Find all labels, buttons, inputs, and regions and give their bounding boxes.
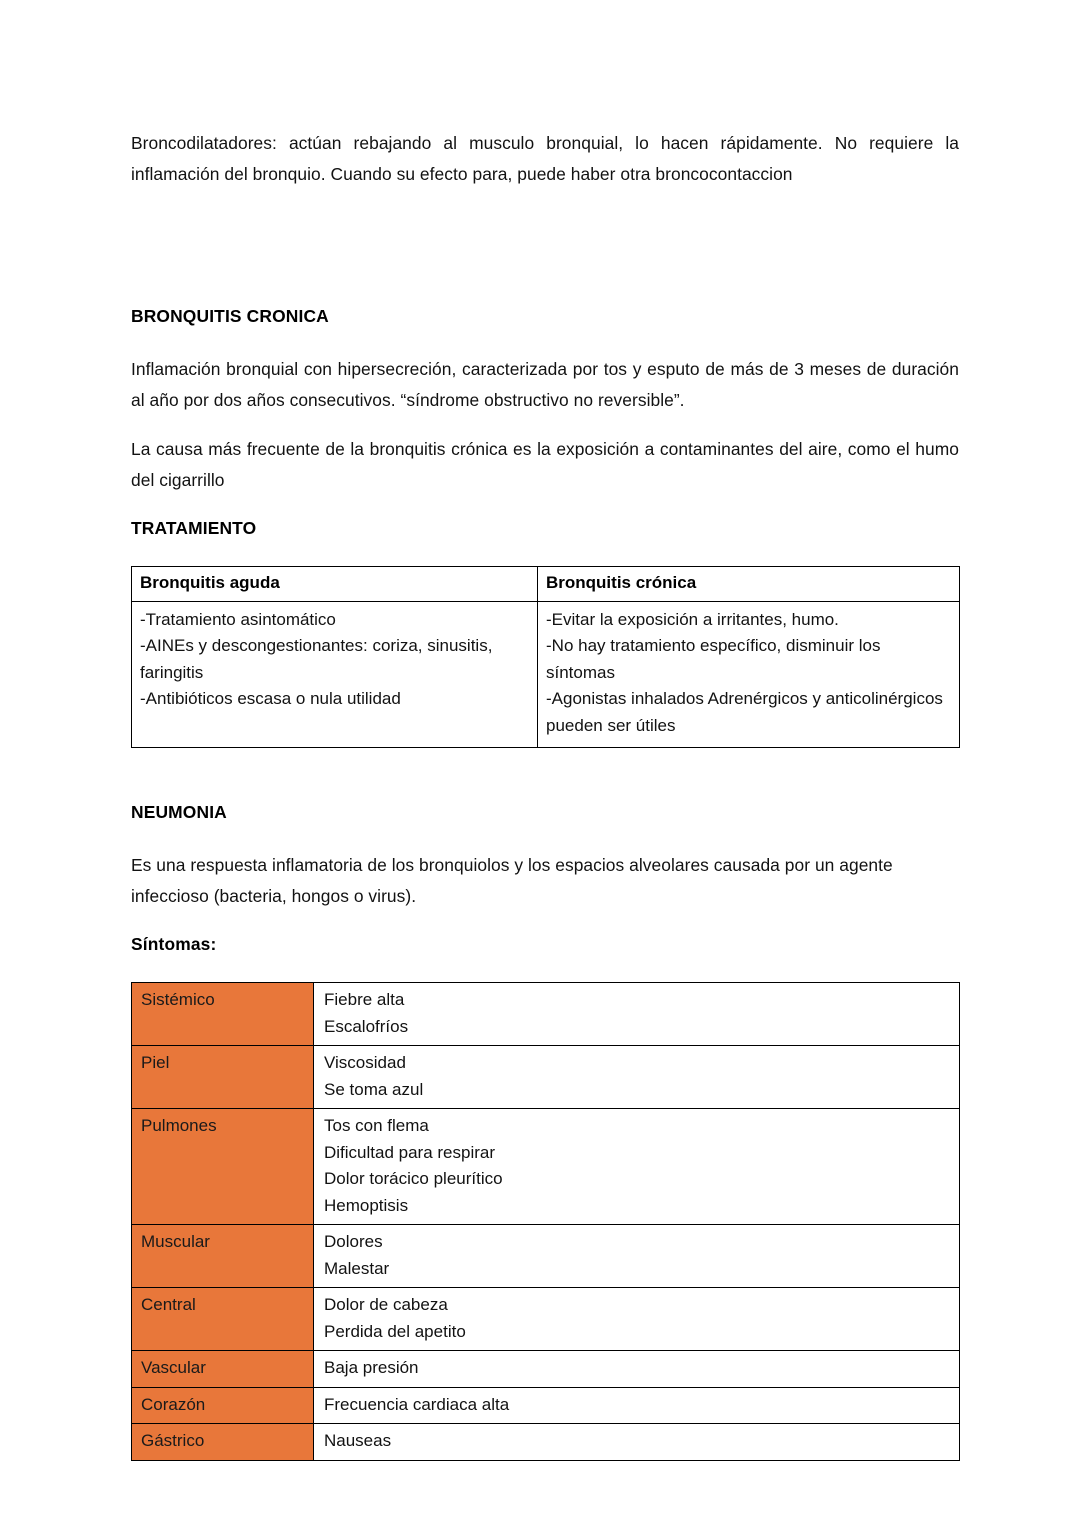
symptom-line: Fiebre alta — [324, 990, 405, 1009]
spacer — [131, 416, 959, 434]
symptom-line: Dificultad para respirar — [324, 1142, 496, 1162]
bronquitis-cronica-paragraph-2: La causa más frecuente de la bronquitis crónica es la exposición a contaminantes del aire, como el humo del cigarrillo — [131, 439, 959, 490]
table-row — [132, 1387, 960, 1424]
spacer — [131, 912, 959, 930]
bronquitis-cronica-paragraph-1: Inflamación bronquial con hipersecreción, caracterizada por tos y esputo de más de 3 meses de duración al año por dos años consecutivos. “síndrome obstructivo no reversible”. — [131, 359, 959, 410]
spacer — [131, 496, 959, 514]
table-row — [132, 601, 960, 748]
symptom-line: Baja presión — [324, 1358, 419, 1377]
symptom-line: Dolor torácico pleurítico — [324, 1169, 503, 1188]
spacer — [131, 958, 959, 982]
table-row — [132, 1288, 960, 1351]
table-header-cell-cronica: Bronquitis crónica — [538, 567, 960, 602]
symptom-category-cell: Muscular — [132, 1225, 314, 1288]
treatment-line: -Tratamiento asintomático — [140, 609, 336, 629]
table-row — [132, 1424, 960, 1461]
table-row — [132, 1225, 960, 1288]
symptom-line: Malestar — [324, 1258, 390, 1278]
symptom-line: Dolores — [324, 1232, 383, 1251]
symptom-list-cell — [314, 983, 960, 1046]
treatment-line: -No hay tratamiento específico, disminuir los síntomas — [546, 636, 881, 682]
spacer — [131, 330, 959, 354]
symptom-category-cell: Pulmones — [132, 1109, 314, 1225]
symptom-line: Viscosidad — [324, 1053, 406, 1072]
table-header-row — [132, 567, 960, 602]
symptom-list-cell — [314, 1109, 960, 1225]
spacer — [131, 542, 959, 566]
symptom-category-cell: Gástrico — [132, 1424, 314, 1461]
spacer — [131, 748, 959, 798]
symptom-line: Frecuencia cardiaca alta — [324, 1394, 510, 1414]
treatment-line: -Evitar la exposición a irritantes, humo. — [546, 609, 839, 629]
spacer — [131, 190, 959, 302]
symptoms-table — [131, 982, 960, 1461]
symptom-category-cell: Piel — [132, 1046, 314, 1109]
symptom-list-cell — [314, 1046, 960, 1109]
symptom-line: Dolor de cabeza — [324, 1295, 448, 1314]
symptom-category-cell: Corazón — [132, 1387, 314, 1424]
treatment-cell-cronica — [538, 601, 960, 748]
symptom-list-cell — [314, 1351, 960, 1388]
heading-neumonia: NEUMONIA — [131, 802, 227, 822]
treatment-cell-aguda — [132, 601, 538, 748]
symptom-list-cell — [314, 1387, 960, 1424]
symptom-line: Escalofríos — [324, 1016, 409, 1036]
document-content — [131, 128, 959, 1461]
heading-bronquitis-cronica: BRONQUITIS CRONICA — [131, 306, 329, 326]
symptom-line: Se toma azul — [324, 1079, 424, 1099]
table-row — [132, 1109, 960, 1225]
table-header-cell-aguda: Bronquitis aguda — [132, 567, 538, 602]
treatment-line: -AINEs y descongestionantes: coriza, sinusitis, faringitis — [140, 636, 493, 682]
symptom-category-cell: Vascular — [132, 1351, 314, 1388]
symptom-list-cell — [314, 1288, 960, 1351]
symptom-line: Tos con flema — [324, 1116, 429, 1135]
symptom-category-cell: Central — [132, 1288, 314, 1351]
symptom-line: Perdida del apetito — [324, 1321, 466, 1341]
symptom-line: Hemoptisis — [324, 1195, 409, 1215]
heading-tratamiento: TRATAMIENTO — [131, 518, 257, 538]
symptoms-table-body — [132, 983, 960, 1461]
neumonia-paragraph-1: Es una respuesta inflamatoria de los bronquiolos y los espacios alveolares causada por un agente infeccioso (bacteria, hongos o virus). — [131, 855, 893, 906]
symptom-line: Nauseas — [324, 1431, 392, 1450]
heading-sintomas: Síntomas: — [131, 934, 217, 954]
intro-paragraph: Broncodilatadores: actúan rebajando al musculo bronquial, lo hacen rápidamente. No requiere la inflamación del bronquio. Cuando su efecto para, puede haber otra broncocontaccion — [131, 133, 959, 184]
table-row — [132, 1046, 960, 1109]
treatment-line: -Antibióticos escasa o nula utilidad — [140, 689, 401, 708]
spacer — [131, 826, 959, 850]
table-row — [132, 983, 960, 1046]
symptom-category-cell: Sistémico — [132, 983, 314, 1046]
treatment-line: -Agonistas inhalados Adrenérgicos y anticolinérgicos pueden ser útiles — [546, 689, 943, 735]
table-row — [132, 1351, 960, 1388]
symptom-list-cell — [314, 1424, 960, 1461]
treatment-table — [131, 566, 960, 748]
symptom-list-cell — [314, 1225, 960, 1288]
